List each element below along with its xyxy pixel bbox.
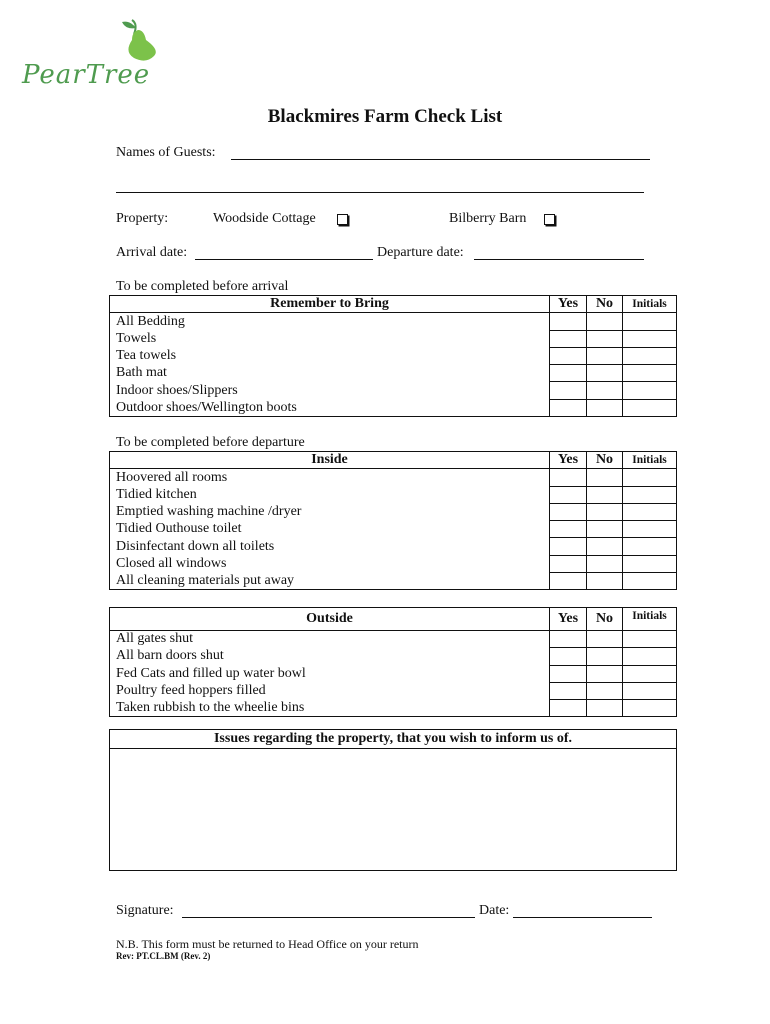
yes-header: Yes [550,452,587,469]
list-item: Poultry feed hoppers filled [110,682,550,699]
no-cell[interactable] [587,365,623,382]
table-row [110,665,677,682]
issues-box [109,729,677,871]
initials-cell[interactable] [623,399,677,416]
initials-cell[interactable] [623,382,677,399]
yes-cell[interactable] [550,313,587,330]
no-cell[interactable] [587,648,623,665]
no-header: No [587,608,623,631]
yes-cell[interactable] [550,469,587,486]
list-item: Disinfectant down all toilets [110,538,550,555]
yes-cell[interactable] [550,665,587,682]
initials-cell[interactable] [623,330,677,347]
initials-cell[interactable] [623,521,677,538]
before-arrival-note: To be completed before arrival [116,279,289,294]
table-header-row [110,452,677,469]
yes-header: Yes [550,296,587,313]
no-cell[interactable] [587,631,623,648]
no-cell[interactable] [587,347,623,364]
table-row [110,503,677,520]
no-cell[interactable] [587,399,623,416]
yes-cell[interactable] [550,503,587,520]
yes-cell[interactable] [550,347,587,364]
yes-cell[interactable] [550,573,587,590]
list-item: All gates shut [110,631,550,648]
yes-cell[interactable] [550,648,587,665]
footer-note: N.B. This form must be returned to Head Office on your return [116,937,419,951]
page-title: Blackmires Farm Check List [267,106,503,127]
initials-cell[interactable] [623,538,677,555]
table-row [110,365,677,382]
yes-cell[interactable] [550,399,587,416]
list-item: Closed all windows [110,555,550,572]
initials-cell[interactable] [623,555,677,572]
guests-input-line-1[interactable] [231,159,650,160]
table-row [110,382,677,399]
table-row [110,521,677,538]
guests-input-line-2[interactable] [116,192,644,193]
no-cell[interactable] [587,555,623,572]
list-item: Hoovered all rooms [110,469,550,486]
yes-cell[interactable] [550,365,587,382]
initials-cell[interactable] [623,347,677,364]
list-item: Towels [110,330,550,347]
yes-cell[interactable] [550,682,587,699]
table-row [110,347,677,364]
logo-text: PearTree [22,60,151,90]
arrival-label: Arrival date: [116,245,188,260]
initials-cell[interactable] [623,313,677,330]
yes-cell[interactable] [550,382,587,399]
woodside-checkbox[interactable] [337,214,348,225]
initials-cell[interactable] [623,682,677,699]
no-header: No [587,452,623,469]
initials-header: Initials [623,608,677,631]
table-row [110,631,677,648]
initials-cell[interactable] [623,665,677,682]
yes-cell[interactable] [550,631,587,648]
yes-cell[interactable] [550,521,587,538]
inside-table [109,451,677,590]
property-label: Property: [116,211,169,226]
no-cell[interactable] [587,313,623,330]
initials-cell[interactable] [623,486,677,503]
list-item: Indoor shoes/Slippers [110,382,550,399]
list-item: Tea towels [110,347,550,364]
revision-code: Rev: PT.CL.BM (Rev. 2) [116,951,211,961]
initials-header: Initials [623,452,677,469]
table-row [110,330,677,347]
before-departure-note: To be completed before departure [116,435,305,450]
table-row [110,486,677,503]
remember-to-bring-table [109,295,677,417]
list-item: Outdoor shoes/Wellington boots [110,399,550,416]
table-row [110,538,677,555]
table-row [110,313,677,330]
yes-cell[interactable] [550,700,587,717]
inside-header: Inside [110,452,550,469]
list-item: Tidied kitchen [110,486,550,503]
no-cell[interactable] [587,469,623,486]
initials-cell[interactable] [623,700,677,717]
list-item: All barn doors shut [110,648,550,665]
initials-cell[interactable] [623,573,677,590]
yes-header: Yes [550,608,587,631]
departure-label: Departure date: [377,245,464,260]
initials-header: Initials [623,296,677,313]
table-row [110,573,677,590]
list-item: Taken rubbish to the wheelie bins [110,700,550,717]
outside-header: Outside [110,608,550,631]
list-item: Emptied washing machine /dryer [110,503,550,520]
yes-cell[interactable] [550,555,587,572]
table-row [110,555,677,572]
table-row [110,682,677,699]
peartree-logo [20,18,170,88]
list-item: All Bedding [110,313,550,330]
remember-header: Remember to Bring [110,296,550,313]
signature-label: Signature: [116,903,174,918]
table-row [110,399,677,416]
no-cell[interactable] [587,682,623,699]
no-cell[interactable] [587,665,623,682]
no-cell[interactable] [587,521,623,538]
initials-cell[interactable] [623,469,677,486]
initials-cell[interactable] [623,365,677,382]
no-cell[interactable] [587,382,623,399]
departure-date-line[interactable] [474,259,644,260]
table-row [110,648,677,665]
arrival-date-line[interactable] [195,259,373,260]
yes-cell[interactable] [550,486,587,503]
date-label: Date: [479,903,510,918]
no-cell[interactable] [587,573,623,590]
yes-cell[interactable] [550,538,587,555]
issues-textarea[interactable] [110,749,676,870]
bilberry-checkbox[interactable] [544,214,555,225]
list-item: Tidied Outhouse toilet [110,521,550,538]
yes-cell[interactable] [550,330,587,347]
table-header-row [110,296,677,313]
signature-line[interactable] [182,917,475,918]
list-item: Bath mat [110,365,550,382]
initials-cell[interactable] [623,648,677,665]
initials-cell[interactable] [623,631,677,648]
guests-label: Names of Guests: [116,145,216,160]
outside-table [109,607,677,717]
no-header: No [587,296,623,313]
date-line[interactable] [513,917,652,918]
no-cell[interactable] [587,330,623,347]
table-row [110,469,677,486]
no-cell[interactable] [587,538,623,555]
no-cell[interactable] [587,486,623,503]
list-item: Fed Cats and filled up water bowl [110,665,550,682]
property-option-woodside: Woodside Cottage [213,211,316,226]
list-item: All cleaning materials put away [110,573,550,590]
no-cell[interactable] [587,503,623,520]
no-cell[interactable] [587,700,623,717]
table-row [110,700,677,717]
issues-header: Issues regarding the property, that you wish to inform us of. [110,730,676,749]
property-option-bilberry: Bilberry Barn [449,211,527,226]
initials-cell[interactable] [623,503,677,520]
table-header-row [110,608,677,631]
